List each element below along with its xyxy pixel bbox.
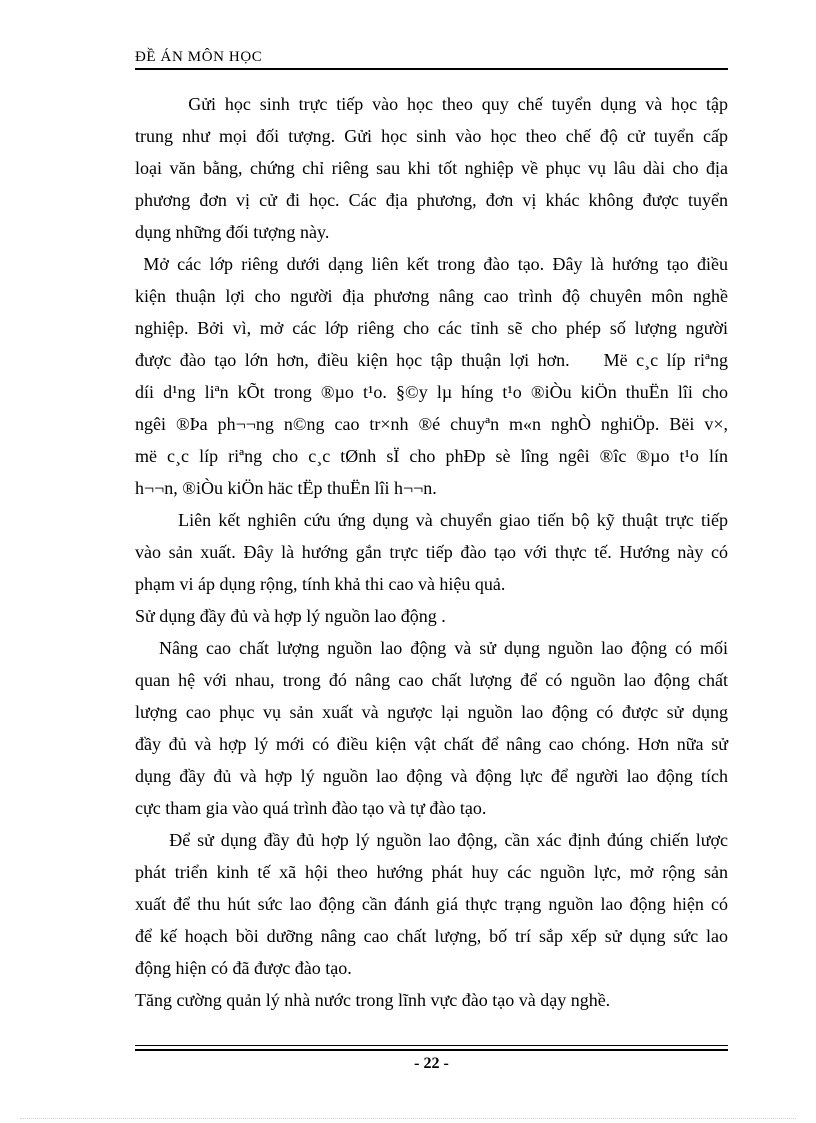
text-line: để kế hoạch bồi dưỡng nâng cao chất lượng, bố trí sắp xếp sử dụng sức lao — [135, 926, 728, 946]
paragraph — [135, 632, 728, 824]
text-line: cực tham gia vào quá trình đào tạo và tự đào tạo. — [135, 798, 487, 818]
text-line: trung như mọi đối tượng. Gửi học sinh vào học theo chế độ cử tuyển cấp — [135, 126, 728, 146]
page-number: - 22 - — [414, 1055, 449, 1072]
document-body — [135, 88, 728, 1016]
text-line: Liên kết nghiên cứu ứng dụng và chuyển giao tiến bộ kỹ thuật trực tiếp — [135, 510, 728, 530]
text-line: động hiện có đã được đào tạo. — [135, 958, 352, 978]
paragraph — [135, 504, 728, 600]
paragraph — [135, 248, 728, 504]
text-line: Nâng cao chất lượng nguồn lao động và sử dụng nguồn lao động có mối — [135, 638, 728, 658]
text-line: phương đơn vị cử đi học. Các địa phương, đơn vị khác không được tuyển — [135, 190, 728, 210]
text-line: quan hệ với nhau, trong đó nâng cao chất lượng để có nguồn lao động chất — [135, 670, 728, 690]
text-line: nghiệp. Bởi vì, mở các lớp riêng cho các tỉnh sẽ cho phép số lượng người — [135, 318, 728, 338]
text-line: xuất để thu hút sức lao động cần đánh giá thực trạng nguồn lao động hiện có — [135, 894, 728, 914]
footer-rule — [135, 1049, 728, 1051]
page-header — [135, 48, 728, 66]
text-line: dụng những đối tượng này. — [135, 222, 330, 242]
header-title: ĐỀ ÁN MÔN HỌC — [135, 49, 263, 65]
footer-rule — [135, 1045, 728, 1046]
text-line: Để sử dụng đầy đủ hợp lý nguồn lao động, cần xác định đúng chiến lược — [135, 830, 728, 850]
paragraph — [135, 824, 728, 984]
page-edge-divider — [20, 1118, 796, 1119]
text-line: Mở các lớp riêng dưới dạng liên kết trong đào tạo. Đây là hướng tạo điều — [135, 254, 728, 274]
section-heading: Tăng cường quản lý nhà nước trong lĩnh vực đào tạo và dạy nghề. — [135, 990, 611, 1010]
text-line: phát triển kinh tế xã hội theo hướng phát huy các nguồn lực, mở rộng sản — [135, 862, 728, 882]
text-line: ngêi ®Þa ph¬¬ng n©ng cao tr×nh ®é chuyªn m«n nghÒ nghiÖp. Bëi v×, — [135, 414, 728, 434]
text-line: Gửi học sinh trực tiếp vào học theo quy chế tuyển dụng và học tập — [135, 94, 728, 114]
text-line: loại văn bằng, chứng chỉ riêng sau khi tốt nghiệp về phục vụ lâu dài cho địa — [135, 158, 728, 178]
paragraph — [135, 88, 728, 248]
text-line: dụng đầy đủ và hợp lý nguồn lao động và động lực để người lao động tích — [135, 766, 728, 786]
text-line: díi d¹ng liªn kÕt trong ®µo t¹o. §©y lµ híng t¹o ®iÒu kiÖn thuËn lîi cho — [135, 382, 728, 402]
text-line: phạm vi áp dụng rộng, tính khả thi cao và hiệu quả. — [135, 574, 506, 594]
text-line: kiện thuận lợi cho người địa phương nâng cao trình độ chuyên môn nghề — [135, 286, 728, 306]
text-line: đầy đủ và hợp lý mới có điều kiện vật chất để nâng cao chóng. Hơn nữa sử — [135, 734, 728, 754]
text-line: lượng cao phục vụ sản xuất và ngược lại nguồn lao động có được sử dụng — [135, 702, 728, 722]
text-line: h¬¬n, ®iÒu kiÖn häc tËp thuËn lîi h¬¬n. — [135, 478, 437, 498]
text-line: më c¸c líp riªng cho c¸c tØnh sÏ cho phÐp sè lîng ngêi ®îc ®µo t¹o lín — [135, 446, 728, 466]
text-line: được đào tạo lớn hơn, điều kiện học tập thuận lợi hơn. Më c¸c líp riªng — [135, 350, 728, 370]
text-line: vào sản xuất. Đây là hướng gắn trực tiếp đào tạo với thực tế. Hướng này có — [135, 542, 728, 562]
header-rule — [135, 68, 728, 70]
section-heading: Sử dụng đầy đủ và hợp lý nguồn lao động . — [135, 606, 446, 626]
